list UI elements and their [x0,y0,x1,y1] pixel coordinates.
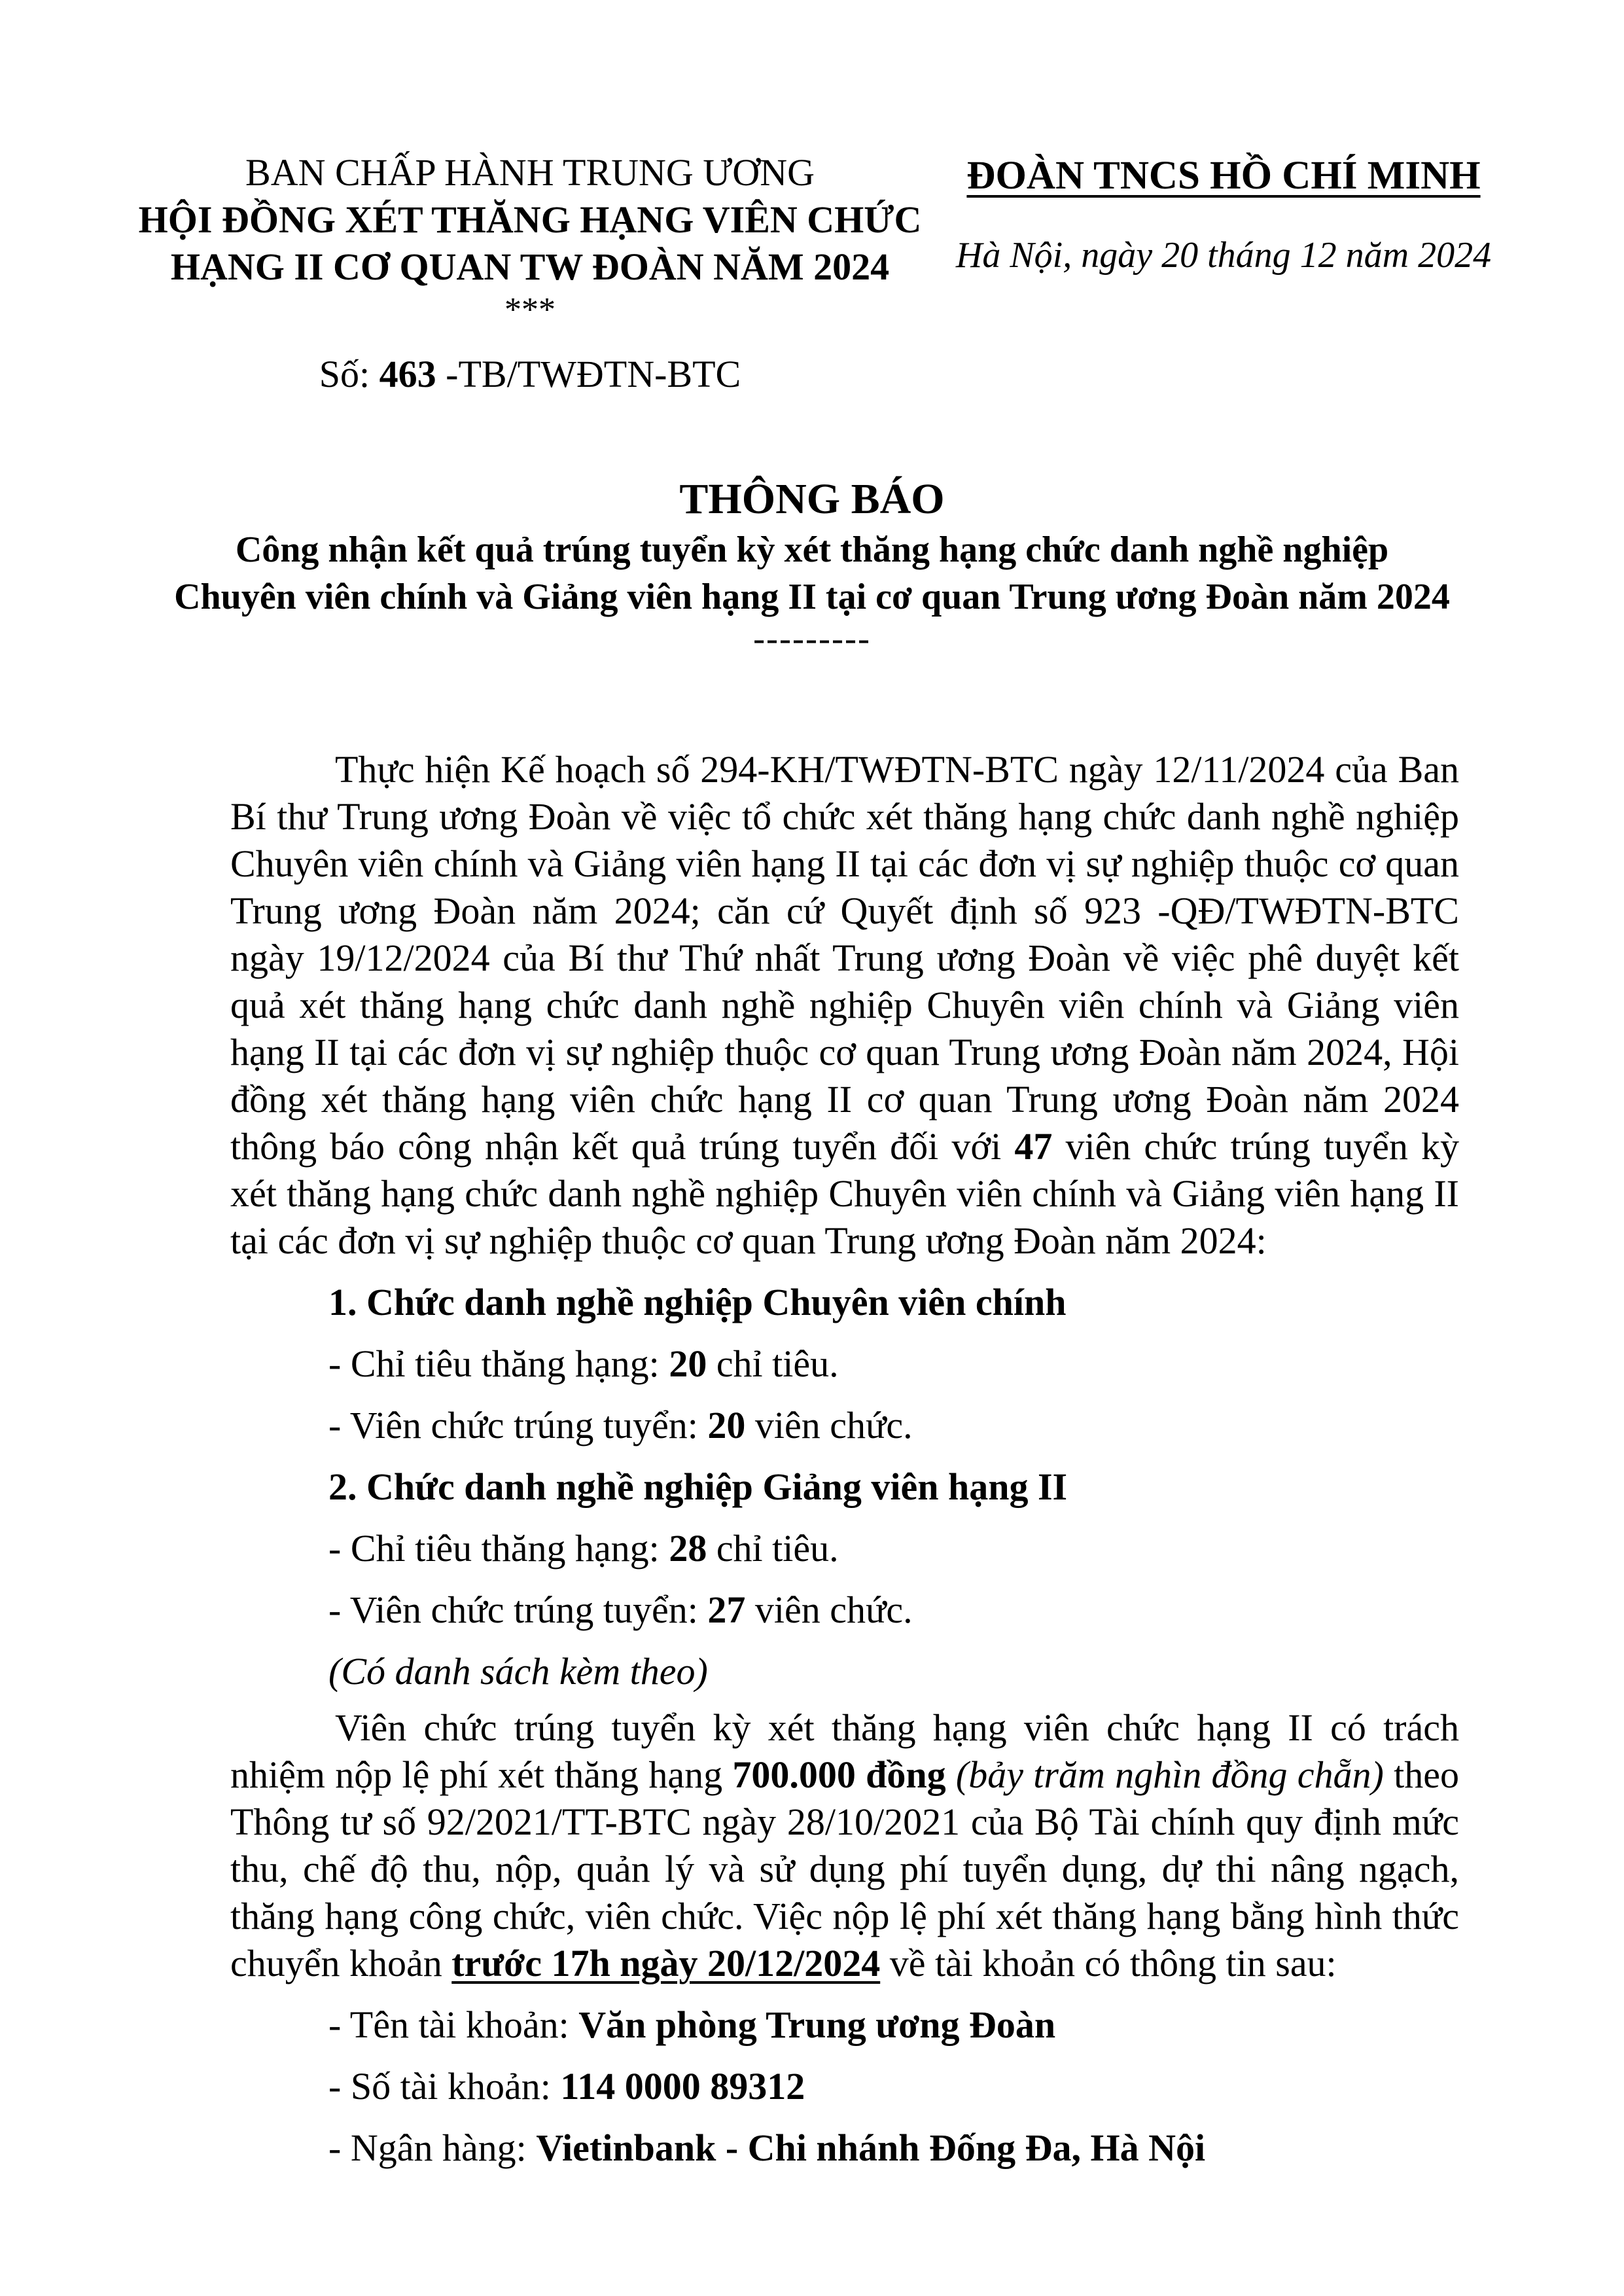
fee-text-2: theo Thông tư số 92/2021/TT-BTC ngày 28/10/2021 của Bộ Tài chính quy định mức thu, chế độ thu, nộp, quản lý và sử dụng phí tuyển dụng, dự thi nâng ngạch, thăng hạng công chức, viên chức. Việc nộp lệ phí xét thăng hạng bằng hình thức chuyển khoản [230,1753,1459,1984]
document-title: THÔNG BÁO [679,475,945,523]
account-name-value: Văn phòng Trung ương Đoàn [578,2003,1056,2046]
issuer-line-1: BAN CHẤP HÀNH TRUNG ƯƠNG [245,151,815,194]
issuer-line-2: HỘI ĐỒNG XÉT THĂNG HẠNG VIÊN CHỨC [138,198,922,241]
passed-unit: viên chức. [745,1588,913,1631]
issuer-line-3: HẠNG II CƠ QUAN TW ĐOÀN NĂM 2024 [170,245,890,288]
account-name-label: - Tên tài khoản: [328,2003,579,2046]
document-number-suffix: -TB/TWĐTN-BTC [436,353,741,395]
passed-unit: viên chức. [745,1404,913,1446]
document-number-prefix: Số: [319,353,380,395]
fee-text-3: về tài khoản có thông tin sau: [880,1942,1337,1984]
document-body [230,746,1459,2172]
account-number-line [230,2063,1459,2110]
section-1-heading: 1. Chức danh nghề nghiệp Chuyên viên chính [328,1281,1067,1323]
quota-unit: chỉ tiêu. [707,1527,839,1570]
bank-label: - Ngân hàng: [328,2126,537,2169]
account-name-line [230,2001,1459,2049]
account-number-value: 114 0000 89312 [560,2065,805,2108]
document-subtitle-2: Chuyên viên chính và Giảng viên hạng II tại cơ quan Trung ương Đoàn năm 2024 [174,577,1450,617]
account-number-label: - Số tài khoản: [328,2065,561,2108]
passed-value: 20 [707,1404,746,1446]
intro-count: 47 [1014,1125,1053,1168]
intro-text-2: viên chức trúng tuyển kỳ xét thăng hạng chức danh nghề nghiệp Chuyên viên chính và Giảng viên hạng II tại các đơn vị sự nghiệp thuộc cơ quan Trung ương Đoàn năm 2024: [230,1125,1459,1262]
fee-text-1: Viên chức trúng tuyển kỳ xét thăng hạng viên chức hạng II có trách nhiệm nộp lệ phí xét thăng hạng [230,1706,1459,1796]
section-2-quota [230,1525,1459,1572]
stars-separator: *** [504,291,556,329]
fee-amount: 700.000 đồng [732,1753,946,1796]
section-1-quota [230,1340,1459,1388]
fee-deadline: trước 17h ngày 20/12/2024 [451,1942,881,1984]
document-number-value: 463 [379,353,436,395]
quota-label: - Chỉ tiêu thăng hạng: [328,1527,669,1570]
fee-amount-words: (bảy trăm nghìn đồng chẵn) [945,1753,1384,1796]
intro-paragraph [230,746,1459,1265]
passed-value: 27 [707,1588,746,1631]
passed-label: - Viên chức trúng tuyển: [328,1588,708,1631]
document-subtitle-1: Công nhận kết quả trúng tuyển kỳ xét thăng hạng chức danh nghề nghiệp [235,529,1389,570]
fee-paragraph [230,1704,1459,1987]
title-separator: --------- [753,619,871,658]
intro-text-1: Thực hiện Kế hoạch số 294-KH/TWĐTN-BTC ngày 12/11/2024 của Ban Bí thư Trung ương Đoàn về việc tổ chức xét thăng hạng chức danh nghề nghiệp Chuyên viên chính và Giảng viên hạng II tại các đơn vị sự nghiệp thuộc cơ quan Trung ương Đoàn năm 2024; căn cứ Quyết định số 923 -QĐ/TWĐTN-BTC ngày 19/12/2024 của Bí thư Thứ nhất Trung ương Đoàn về việc phê duyệt kết quả xét thăng hạng chức danh nghề nghiệp Chuyên viên chính và Giảng viên hạng II tại các đơn vị sự nghiệp thuộc cơ quan Trung ương Đoàn năm 2024, Hội đồng xét thăng hạng viên chức hạng II cơ quan Trung ương Đoàn năm 2024 thông báo công nhận kết quả trúng tuyển đối với [230,748,1459,1168]
section-2-heading: 2. Chức danh nghề nghiệp Giảng viên hạng II [328,1465,1068,1508]
quota-label: - Chỉ tiêu thăng hạng: [328,1342,669,1385]
title-block [105,473,1519,656]
section-2-passed [230,1587,1459,1634]
organization-block [955,149,1492,276]
quota-unit: chỉ tiêu. [707,1342,839,1385]
bank-line [230,2125,1459,2172]
attached-list-note: (Có danh sách kèm theo) [328,1650,708,1693]
document-number [105,351,955,398]
quota-value: 20 [669,1342,707,1385]
issuer-block [105,149,955,398]
document-date: Hà Nội, ngày 20 tháng 12 năm 2024 [955,235,1492,276]
quota-value: 28 [669,1527,707,1570]
section-1-passed [230,1402,1459,1449]
passed-label: - Viên chức trúng tuyển: [328,1404,708,1446]
organization-name: ĐOÀN TNCS HỒ CHÍ MINH [966,154,1481,198]
bank-value: Vietinbank - Chi nhánh Đống Đa, Hà Nội [536,2126,1206,2169]
